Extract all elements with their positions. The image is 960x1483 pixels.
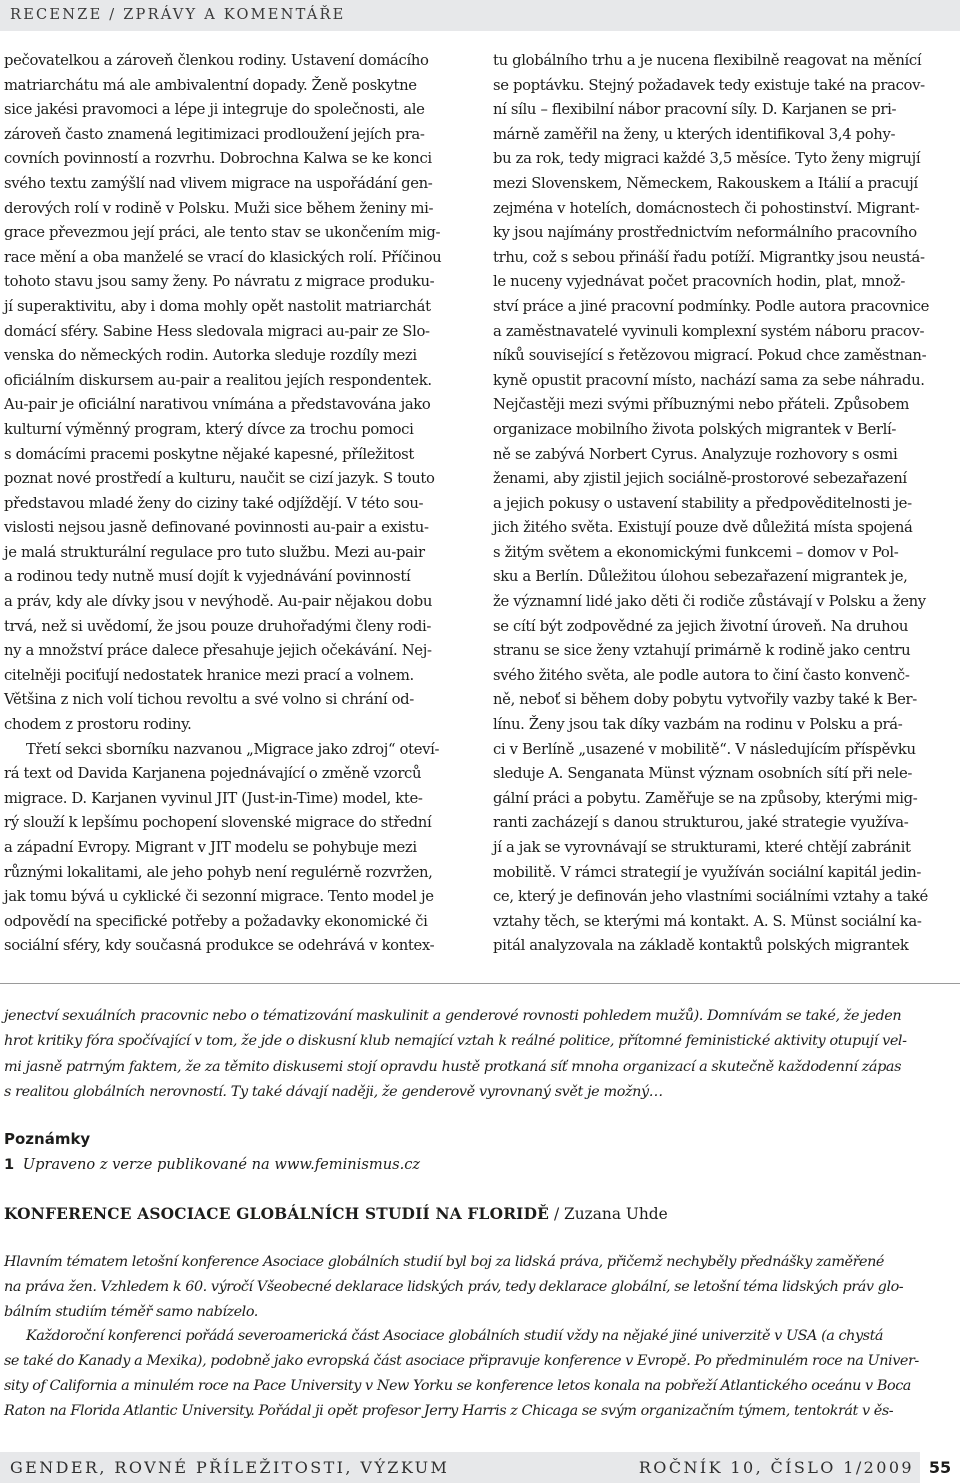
text-line: ky jsou najímány prostřednictvím neformálního pracovního — [493, 224, 917, 242]
text-line: stranu se sice ženy vztahují primárně k rodině jako centru — [493, 642, 911, 660]
footnote-line: mi jasně patrným faktem, že za těmito diskusemi stojí opravdu hustě protkaná síť mnoha organizací a skutečně každodenní zápas — [4, 1058, 902, 1075]
text-line: a jejich pokusy o ustavení stability a předpověditelnosti je- — [493, 494, 912, 512]
text-line: citelněji pociťují nedostatek hranice mezi prací a volnem. — [4, 666, 414, 684]
text-line: mobilitě. V rámci strategií je využíván sociální kapitál jedin- — [493, 863, 922, 881]
text-line: jí superaktivitu, aby i doma mohly opět nastolit matriarchát — [4, 297, 431, 315]
text-line: se cítí být zodpovědné za jejich životní úroveň. Na druhou — [493, 617, 909, 635]
text-line: Třetí sekci sborníku nazvanou „Migrace jako zdroj“ oteví- — [26, 740, 440, 758]
notes-heading: Poznámky — [4, 1130, 91, 1148]
header-band — [0, 0, 960, 31]
text-line: trvá, než si uvědomí, že jsou pouze druhořadými členy rodi- — [4, 617, 431, 635]
footer-band — [0, 1452, 960, 1483]
text-line: vislosti nejsou jasně definované povinnosti au-pair a existu- — [4, 519, 429, 537]
text-line: grace převezmou její práci, ale tento stav se ukončením mig- — [4, 224, 441, 242]
text-line: ranti zacházejí s danou strukturou, jaké strategie využíva- — [493, 814, 909, 832]
text-line: ženami, aby zjistil jejich sociálně-prostorové sebezařazení — [493, 470, 907, 488]
text-line: venska do německých rodin. Autorka sleduje rozdíly mezi — [4, 347, 417, 365]
text-line: Většina z nich volí tichou revoltu a své volno si chrání od- — [4, 691, 414, 709]
text-line: Nejčastěji mezi svými příbuznými nebo přáteli. Způsobem — [493, 396, 910, 414]
text-line: derových rolí v rodině v Polsku. Muži sice během ženiny mi- — [4, 199, 434, 217]
text-line: a práv, kdy ale dívky jsou v nevýhodě. Au-pair nějakou dobu — [4, 593, 433, 611]
text-line: trhu, což s sebou přináší řadu potíží. Migrantky jsou neustá- — [493, 248, 925, 266]
note-text: Upraveno z verze publikované na www.feminismus.cz — [22, 1156, 421, 1173]
text-line: oficiálním diskursem au-pair a realitou jejích respondentek. — [4, 371, 432, 389]
text-line: migrace. D. Karjanen vyvinul JIT (Just-in-Time) model, kte- — [4, 789, 423, 807]
page-number: 55 — [920, 1452, 960, 1483]
lead-line: sity of California a minulém roce na Pace University v New Yorku se konference letos konala na pobřeží Atlantického oceánu v Boca — [4, 1377, 911, 1394]
lead-line: Každoroční konferenci pořádá severoamerická část Asociace globálních studií vždy na nějaké jiné univerzitě v USA (a chystá — [26, 1328, 884, 1345]
text-line: matriarchátu má ale ambivalentní dopady. Ženě poskytne — [4, 76, 417, 94]
text-line: se poptávku. Stejný požadavek tedy existuje také na pracov- — [493, 76, 925, 94]
text-line: jak tomu bývá u cyklické či sezonní migrace. Tento model je — [4, 888, 434, 906]
text-line: níků související s řetězovou migrací. Pokud chce zaměstnan- — [493, 347, 927, 365]
text-line: různými lokalitami, ale jeho pohyb není regulérně rozvržen, — [4, 863, 433, 881]
text-line: bu za rok, tedy migraci každé 3,5 měsíce. Tyto ženy migrují — [493, 150, 921, 168]
text-line: vztahy těch, se kterými má kontakt. A. S. Münst sociální ka- — [493, 912, 922, 930]
footnote-continuation — [4, 1004, 958, 1106]
section-label: RECENZE / ZPRÁVY A KOMENTÁŘE — [10, 6, 346, 23]
text-line: a rodinou tedy nutně musí dojít k vyjednávání povinností — [4, 568, 411, 586]
text-line: jí a jak se vyrovnávají se strukturami, které chtějí zabránit — [493, 839, 911, 856]
note-number: 1 — [4, 1156, 15, 1173]
footnote-line: hrot kritiky fóra spočívající v tom, že jde o diskusní klub nemající vztah k reálné politice, přítomné feministické aktivity otupují vel- — [4, 1033, 907, 1050]
text-line: sociální sféry, kdy současná produkce se odehrává v kontex- — [4, 937, 435, 955]
text-line: tohoto stavu jsou samy ženy. Po návratu z migrace produku- — [4, 273, 435, 291]
text-line: le nuceny vyjednávat počet pracovních hodin, plat, množ- — [493, 273, 906, 291]
lead-line: na práva žen. Vzhledem k 60. výročí Všeobecné deklarace lidských práv, tedy deklarace globální, se letošní téma lidských práv glo- — [4, 1278, 904, 1295]
article-heading — [4, 1205, 668, 1223]
section-divider — [0, 983, 960, 984]
article-author: Zuzana Uhde — [564, 1205, 668, 1223]
lead-line: Hlavním tématem letošní konference Asociace globálních studií byl boj za lidská práva, přičemž nechyběly přednášky zaměřené — [4, 1254, 884, 1270]
text-line: ci v Berlíně „usazené v mobilitě“. V následujícím příspěvku — [493, 740, 916, 758]
journal-name: GENDER, ROVNÉ PŘÍLEŽITOSTI, VÝZKUM — [10, 1458, 450, 1477]
text-line: poznat nové prostředí a kulturu, naučit se cizí jazyk. S touto — [4, 470, 435, 488]
note-item — [4, 1156, 420, 1173]
text-line: organizace mobilního života polských migrantek v Berlí- — [493, 420, 897, 438]
text-line: zejména v hotelích, domácnostech či pohostinství. Migrant- — [493, 199, 920, 217]
text-line: ně se zabývá Norbert Cyrus. Analyzuje rozhovory s osmi — [493, 445, 898, 463]
text-line: ně, neboť si během doby pobytu vytvořily vazby také k Ber- — [493, 691, 917, 709]
title-separator: / — [549, 1205, 565, 1223]
left-column — [4, 49, 466, 959]
text-line: línu. Ženy jsou tak díky vazbám na rodinu v Polsku a prá- — [493, 716, 903, 734]
text-line: odpovědí na specifické potřeby a požadavky ekonomické či — [4, 912, 428, 930]
text-line: ny a množství práce dalece přesahuje jejich očekávání. Nej- — [4, 642, 432, 660]
text-line: rý slouží k lepšímu pochopení slovenské migrace do střední — [4, 814, 432, 832]
text-line: domácí sféry. Sabine Hess sledovala migraci au-pair ze Slo- — [4, 322, 430, 340]
text-line: pečovatelkou a zároveň členkou rodiny. Ustavení domácího — [4, 52, 429, 69]
text-line: race mění a oba manželé se vrací do klasických rolí. Příčinou — [4, 248, 442, 266]
text-line: s žitým světem a ekonomickými funkcemi – domov v Pol- — [493, 543, 899, 561]
article-lead — [4, 1250, 958, 1424]
lead-line: se také do Kanady a Mexika), podobně jako evropská část asociace připravuje konference v Evropě. Po předminulém roce na Univer- — [4, 1353, 919, 1370]
lead-line: Raton na Florida Atlantic University. Pořádal ji opět profesor Jerry Harris z Chicaga se svým organizačním týmem, tentokrát v ěs- — [4, 1402, 894, 1419]
text-line: covních povinností a rozvrhu. Dobrochna Kalwa se ke konci — [4, 150, 432, 168]
text-line: představou mladé ženy do ciziny také odjíždějí. V této sou- — [4, 494, 424, 512]
text-line: mezi Slovenskem, Německem, Rakouskem a Itálií a pracují — [493, 174, 918, 192]
text-line: s domácími pracemi poskytne nějaké kapesné, příležitost — [4, 445, 414, 463]
right-column — [493, 49, 955, 959]
text-line: svého žitého světa, ale podle autora to činí často konvenč- — [493, 666, 910, 684]
text-line: tu globálního trhu a je nucena flexibilně reagovat na měnící — [493, 52, 922, 69]
text-line: pitál analyzovala na základě kontaktů polských migrantek — [493, 937, 909, 955]
text-line: rá text od Davida Karjanena pojednávající o změně vzorců — [4, 765, 422, 783]
text-line: gální práci a pobytu. Zaměřuje se na způsoby, kterými mig- — [493, 789, 918, 807]
text-line: že významní lidé jako děti či rodiče zůstávají v Polsku a ženy — [493, 593, 926, 611]
text-line: a západní Evropy. Migrant v JIT modelu se pohybuje mezi — [4, 839, 417, 856]
footnote-line: s realitou globálních nerovností. Ty také dávají naději, že genderově vyrovnaný svět je možný… — [4, 1084, 663, 1101]
issue-info: ROČNÍK 10, ČÍSLO 1/2009 — [638, 1458, 914, 1477]
text-line: svého textu zamýšlí nad vlivem migrace na uspořádání gen- — [4, 174, 433, 192]
text-line: sice jakési pravomoci a lépe ji integruje do společnosti, ale — [4, 101, 425, 119]
text-line: ství práce a jiné pracovní podmínky. Podle autora pracovnice — [493, 297, 930, 315]
footnote-line: jenectví sexuálních pracovnic nebo o tématizování maskulinit a genderové rovnosti pohledem mužů). Domnívám se také, že jeden — [4, 1008, 902, 1024]
text-line: kulturní výměnný program, který dívce za trochu pomoci — [4, 420, 414, 438]
text-line: chodem z prostoru rodiny. — [4, 716, 192, 734]
text-line: zároveň často znamená legitimizaci prodloužení jejích pra- — [4, 125, 425, 143]
article-title: KONFERENCE ASOCIACE GLOBÁLNÍCH STUDIÍ NA FLORIDĚ — [4, 1205, 550, 1223]
text-line: jich žitého světa. Existují pouze dvě důležitá místa spojená — [493, 519, 913, 537]
text-line: je malá strukturální regulace pro tuto službu. Mezi au-pair — [4, 543, 425, 561]
text-line: sku a Berlín. Důležitou úlohou sebezařazení migrantek je, — [493, 568, 908, 586]
text-line: márně zaměřil na ženy, u kterých identifikoval 3,4 pohy- — [493, 125, 896, 143]
text-line: Au-pair je oficiální narativou vnímána a představována jako — [4, 396, 431, 414]
lead-line: bálním studiím téměř samo nabízelo. — [4, 1303, 258, 1320]
text-line: a zaměstnavatelé vyvinuli komplexní systém náboru pracov- — [493, 322, 925, 340]
text-line: kyně opustit pracovní místo, nachází sama za sebe náhradu. — [493, 371, 925, 389]
text-line: ní sílu – flexibilní nábor pracovní síly. D. Karjanen se pri- — [493, 101, 897, 119]
text-line: ce, který je definován jeho vlastními sociálními vztahy a také — [493, 888, 928, 906]
text-line: sleduje A. Senganata Münst význam osobních sítí při nele- — [493, 765, 913, 783]
